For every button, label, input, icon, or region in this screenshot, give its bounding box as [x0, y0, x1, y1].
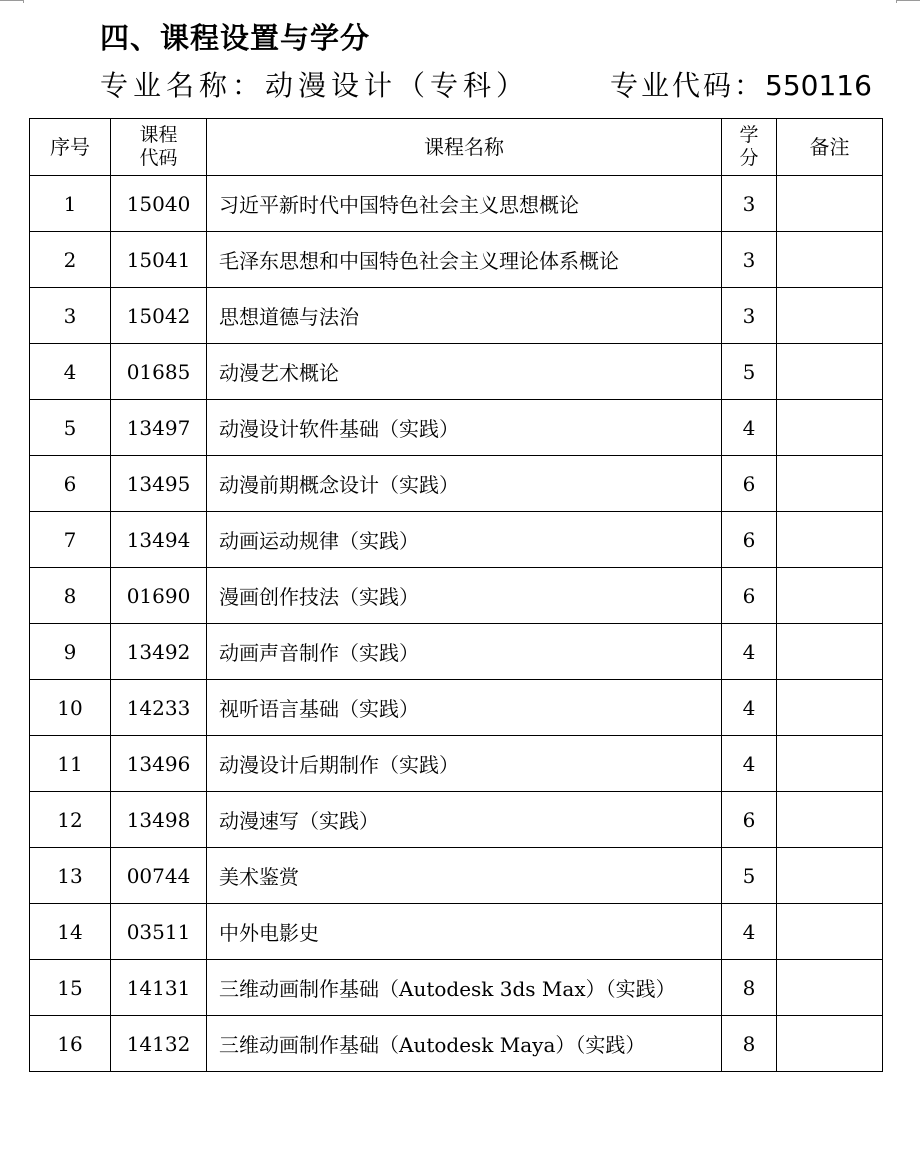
cell-seq: 5 [30, 400, 111, 456]
cell-seq: 11 [30, 736, 111, 792]
table-row [30, 288, 883, 344]
table-row [30, 904, 883, 960]
header-credit [722, 119, 777, 176]
header-credit-line2: 分 [739, 147, 759, 169]
course-rows [30, 176, 883, 1072]
table-row [30, 960, 883, 1016]
header-course-code [111, 119, 207, 176]
cell-credit: 4 [722, 680, 777, 736]
table-row [30, 176, 883, 232]
cell-seq: 3 [30, 288, 111, 344]
table-row [30, 400, 883, 456]
cell-note [777, 344, 883, 400]
cell-note [777, 624, 883, 680]
cell-course-name: 动漫艺术概论 [207, 344, 722, 400]
cell-course-code: 01690 [111, 568, 207, 624]
cell-note [777, 792, 883, 848]
cell-credit: 3 [722, 288, 777, 344]
major-name-label: 专业名称： [100, 69, 266, 102]
cell-course-name: 美术鉴赏 [207, 848, 722, 904]
cell-seq: 1 [30, 176, 111, 232]
cell-course-code: 13495 [111, 456, 207, 512]
cell-credit: 4 [722, 736, 777, 792]
table-row [30, 232, 883, 288]
cell-course-name: 漫画创作技法（实践） [207, 568, 722, 624]
cell-credit: 3 [722, 176, 777, 232]
cell-note [777, 960, 883, 1016]
cell-note [777, 400, 883, 456]
major-info-line [100, 64, 872, 104]
cell-course-name: 三维动画制作基础（Autodesk Maya）（实践） [207, 1016, 722, 1072]
cell-note [777, 456, 883, 512]
corner-crop-mark-right [896, 0, 920, 1]
course-table [29, 118, 883, 1072]
table-row [30, 344, 883, 400]
table-row [30, 680, 883, 736]
cell-course-code: 00744 [111, 848, 207, 904]
cell-course-code: 03511 [111, 904, 207, 960]
cell-seq: 16 [30, 1016, 111, 1072]
cell-credit: 3 [722, 232, 777, 288]
cell-note [777, 232, 883, 288]
cell-note [777, 512, 883, 568]
header-course-code-line1: 课程 [139, 124, 178, 146]
cell-seq: 6 [30, 456, 111, 512]
cell-course-code: 14132 [111, 1016, 207, 1072]
major-code-label: 专业代码： [610, 69, 766, 102]
cell-course-code: 13498 [111, 792, 207, 848]
table-row [30, 456, 883, 512]
cell-course-code: 15041 [111, 232, 207, 288]
cell-course-code: 13494 [111, 512, 207, 568]
cell-note [777, 176, 883, 232]
cell-seq: 15 [30, 960, 111, 1016]
table-row [30, 792, 883, 848]
table-header-row [30, 119, 883, 176]
cell-course-code: 13496 [111, 736, 207, 792]
cell-course-code: 15040 [111, 176, 207, 232]
table-row [30, 848, 883, 904]
cell-credit: 5 [722, 344, 777, 400]
cell-credit: 4 [722, 904, 777, 960]
cell-course-code: 13497 [111, 400, 207, 456]
cell-course-name: 动画运动规律（实践） [207, 512, 722, 568]
cell-note [777, 736, 883, 792]
section-title: 四、课程设置与学分 [100, 21, 371, 55]
cell-course-code: 14233 [111, 680, 207, 736]
cell-seq: 13 [30, 848, 111, 904]
cell-seq: 8 [30, 568, 111, 624]
table-row [30, 1016, 883, 1072]
header-credit-line1: 学 [739, 124, 759, 146]
cell-seq: 7 [30, 512, 111, 568]
cell-credit: 6 [722, 512, 777, 568]
cell-note [777, 904, 883, 960]
table-row [30, 624, 883, 680]
cell-note [777, 680, 883, 736]
cell-course-name: 动漫前期概念设计（实践） [207, 456, 722, 512]
cell-credit: 6 [722, 456, 777, 512]
cell-note [777, 288, 883, 344]
cell-credit: 4 [722, 624, 777, 680]
table-row [30, 512, 883, 568]
header-course-name: 课程名称 [207, 119, 722, 176]
cell-note [777, 848, 883, 904]
table-row [30, 736, 883, 792]
cell-course-code: 15042 [111, 288, 207, 344]
cell-credit: 8 [722, 1016, 777, 1072]
cell-course-name: 视听语言基础（实践） [207, 680, 722, 736]
cell-course-name: 动漫速写（实践） [207, 792, 722, 848]
cell-note [777, 568, 883, 624]
cell-note [777, 1016, 883, 1072]
cell-seq: 14 [30, 904, 111, 960]
cell-course-name: 毛泽东思想和中国特色社会主义理论体系概论 [207, 232, 722, 288]
cell-credit: 8 [722, 960, 777, 1016]
header-seq: 序号 [30, 119, 111, 176]
major-name-value: 动漫设计（专科） [265, 69, 530, 102]
cell-seq: 4 [30, 344, 111, 400]
cell-course-name: 动漫设计软件基础（实践） [207, 400, 722, 456]
cell-course-name: 三维动画制作基础（Autodesk 3ds Max）（实践） [207, 960, 722, 1016]
cell-seq: 12 [30, 792, 111, 848]
cell-course-name: 习近平新时代中国特色社会主义思想概论 [207, 176, 722, 232]
cell-seq: 9 [30, 624, 111, 680]
cell-course-code: 13492 [111, 624, 207, 680]
cell-course-name: 动画声音制作（实践） [207, 624, 722, 680]
cell-credit: 4 [722, 400, 777, 456]
cell-credit: 6 [722, 568, 777, 624]
corner-crop-mark-left [0, 0, 24, 1]
cell-course-name: 中外电影史 [207, 904, 722, 960]
cell-course-code: 01685 [111, 344, 207, 400]
cell-course-name: 动漫设计后期制作（实践） [207, 736, 722, 792]
major-code-value: 550116 [765, 69, 872, 102]
cell-course-code: 14131 [111, 960, 207, 1016]
major-code [610, 64, 872, 104]
cell-seq: 10 [30, 680, 111, 736]
major-name [100, 64, 529, 104]
header-note: 备注 [777, 119, 883, 176]
header-course-code-line2: 代码 [139, 147, 178, 169]
cell-seq: 2 [30, 232, 111, 288]
table-row [30, 568, 883, 624]
cell-credit: 6 [722, 792, 777, 848]
cell-course-name: 思想道德与法治 [207, 288, 722, 344]
cell-credit: 5 [722, 848, 777, 904]
